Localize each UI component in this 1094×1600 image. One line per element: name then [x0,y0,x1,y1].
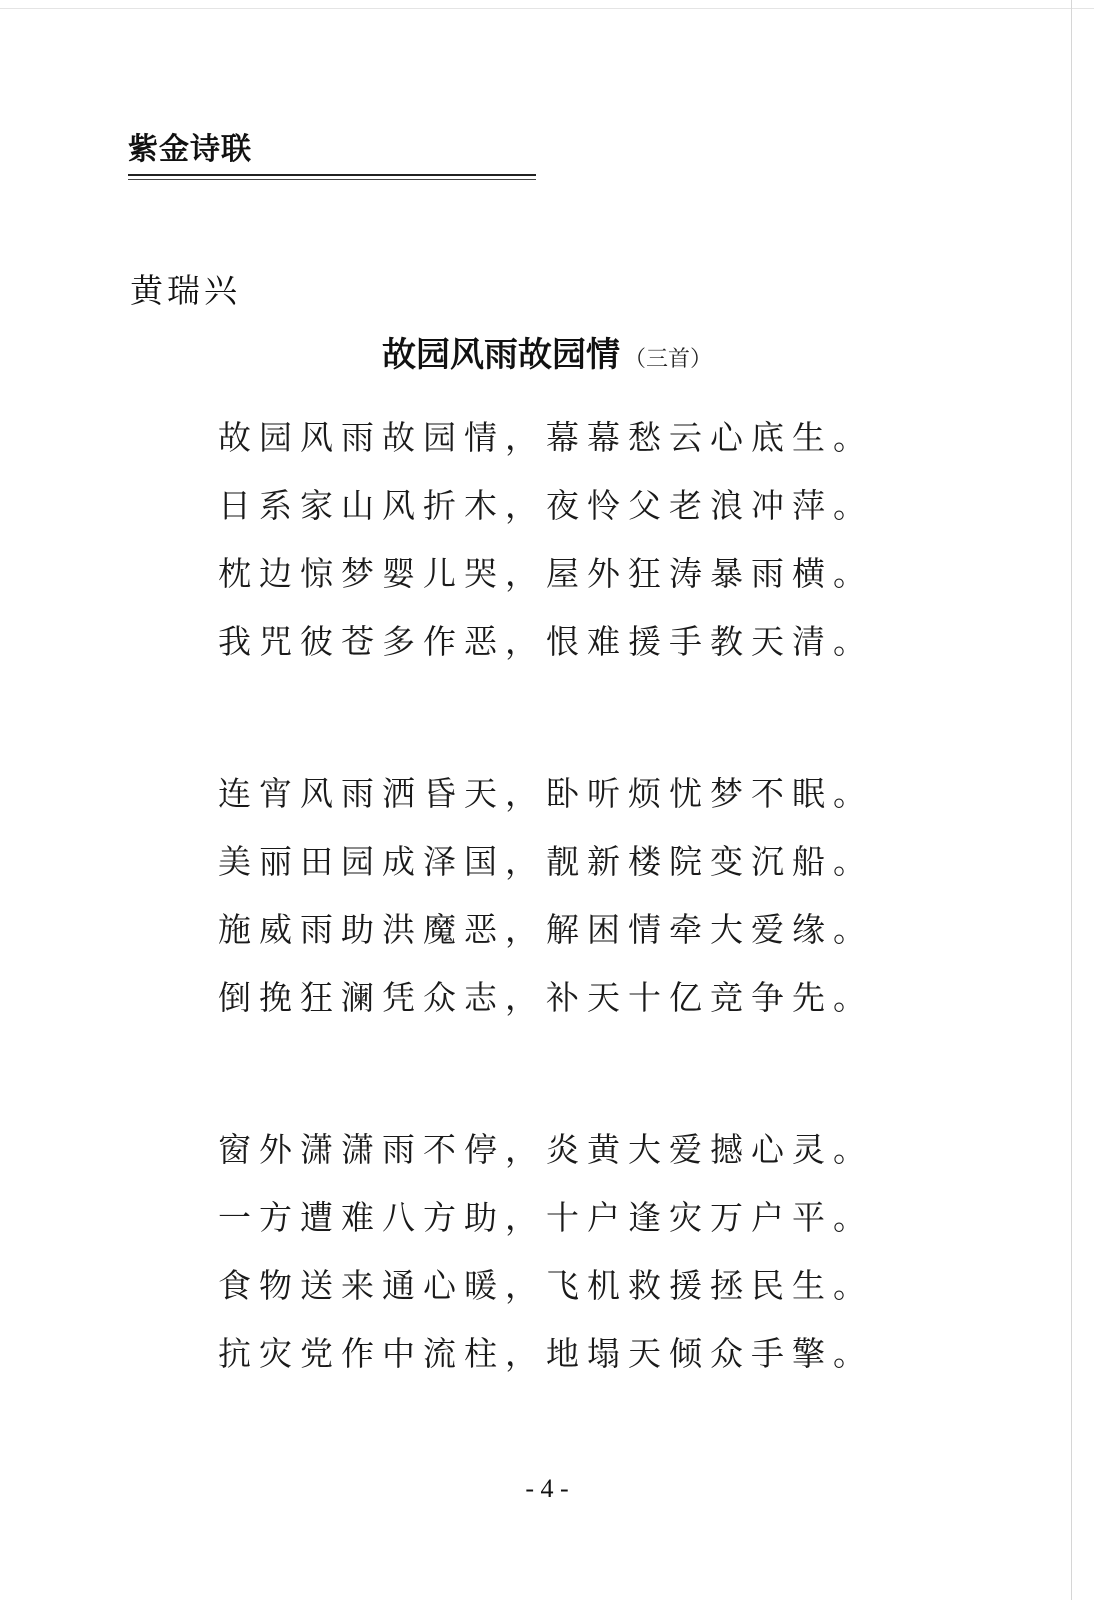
poem-line: 一方遭难八方助，十户逢灾万户平。 [218,1198,874,1237]
author-name: 黄瑞兴 [130,271,241,310]
poem-line: 窗外潇潇雨不停，炎黄大爱撼心灵。 [218,1130,874,1169]
poem-line: 倒挽狂澜凭众志，补天十亿竞争先。 [218,978,874,1017]
stanza-3 [218,1116,874,1388]
running-header [128,130,536,180]
poem-line: 食物送来通心暖，飞机救援拯民生。 [218,1266,874,1305]
poem-line: 故园风雨故园情，幕幕愁云心底生。 [218,418,874,457]
poem-line: 日系家山风折木，夜怜父老浪冲萍。 [218,486,874,525]
scan-edge-right [1071,0,1072,1600]
poem-line: 我咒彼苍多作恶，恨难援手教天清。 [218,622,874,661]
poem-line: 施威雨助洪魔恶，解困情牵大爱缘。 [218,910,874,949]
poem-line: 枕边惊梦婴儿哭，屋外狂涛暴雨横。 [218,554,874,593]
poem-title-main: 故园风雨故园情 [381,335,620,375]
journal-title: 紫金诗联 [128,132,252,167]
poem-line: 美丽田园成泽国，靓新楼院变沉船。 [218,842,874,881]
header-rule-thin [128,179,536,180]
stanza-2 [218,760,874,1032]
header-rule [128,174,536,176]
poem-title [0,328,1094,388]
scan-edge-top [0,8,1094,9]
page-number: - 4 - [525,1474,569,1503]
poem-line: 抗灾党作中流柱，地塌天倾众手擎。 [218,1334,874,1373]
stanza-1 [218,404,874,676]
poem-title-subtitle: （三首） [623,347,712,372]
poem-line: 连宵风雨洒昏天，卧听烦忧梦不眠。 [218,774,874,813]
